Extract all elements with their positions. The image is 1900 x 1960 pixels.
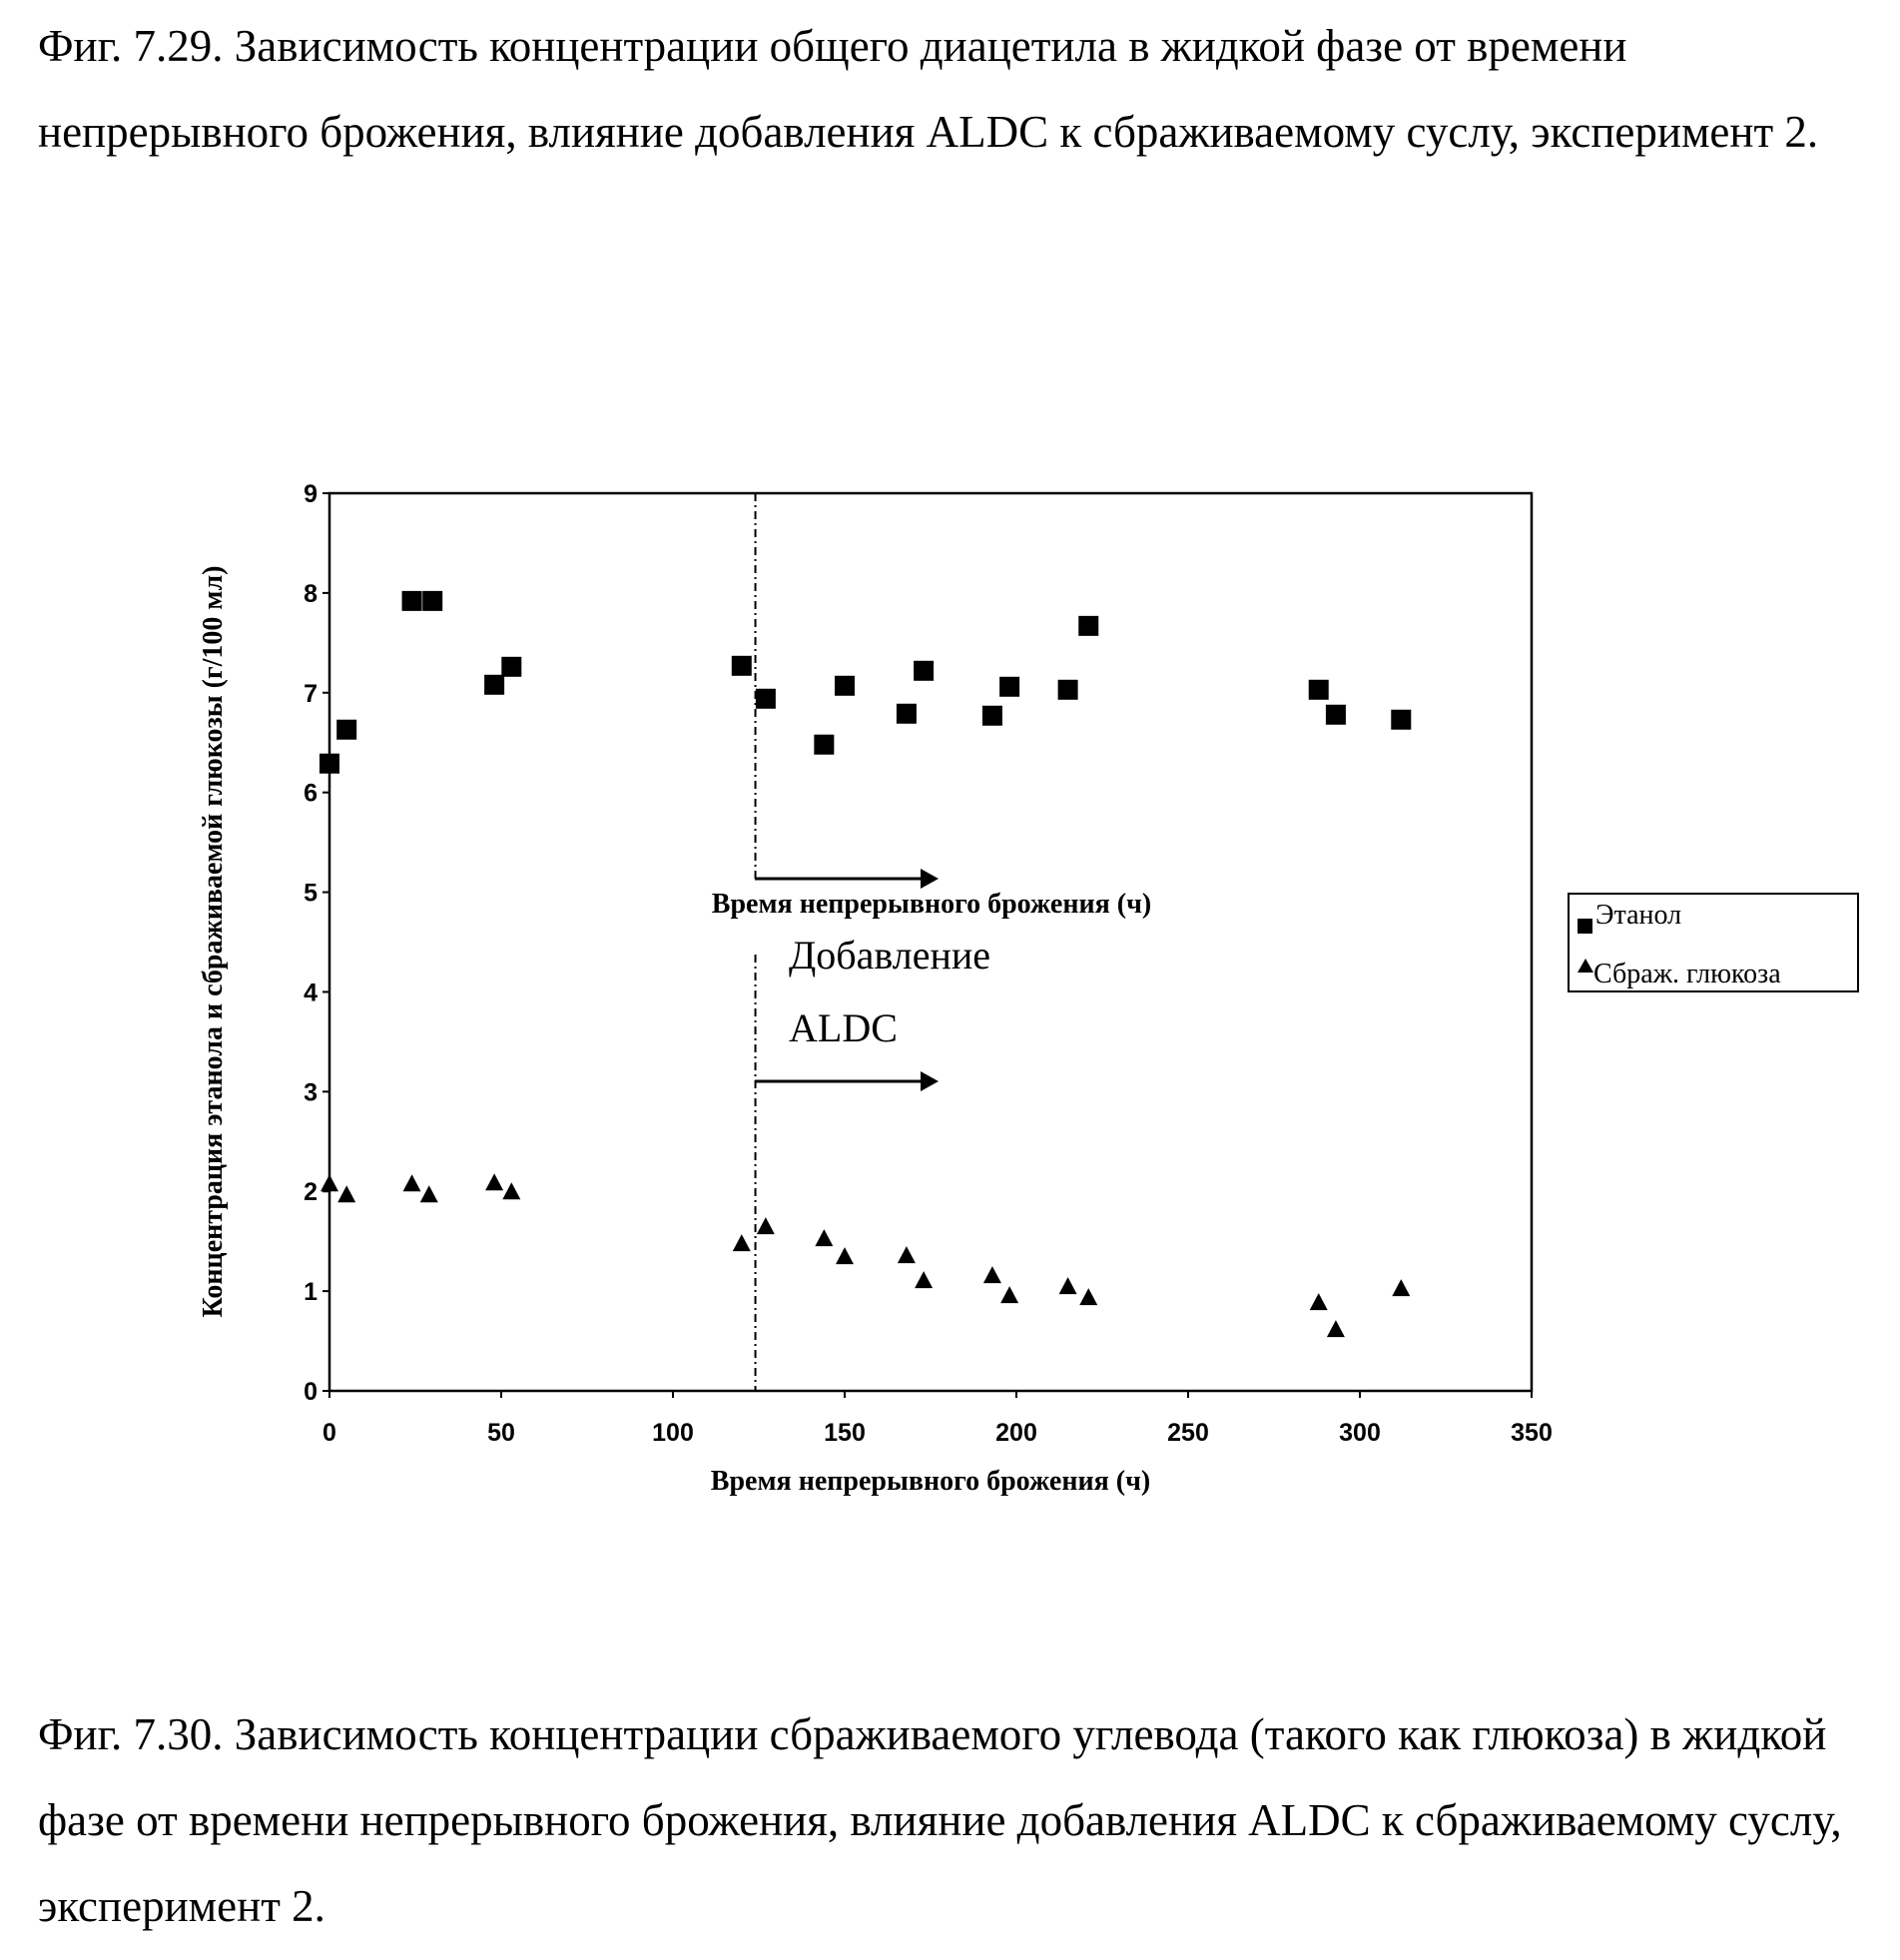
glucose-point [983, 1266, 1001, 1283]
glucose-point [485, 1173, 503, 1190]
ethanol-point [402, 591, 422, 611]
ethanol-point [756, 689, 776, 709]
ethanol-point [982, 706, 1002, 726]
glucose-point [320, 1174, 338, 1191]
glucose-point [898, 1246, 916, 1263]
legend-ethanol: Этанол [1595, 900, 1681, 931]
y-tick-label: 0 [304, 1378, 317, 1406]
glucose-point [502, 1182, 520, 1199]
caption-top: Фиг. 7.29. Зависимость концентрации общего диацетила в жидкой фазе от времени непрерывного брожения, влияние добавления ALDC к сбраживаемому суслу, эксперимент 2. [38, 3, 1875, 175]
ethanol-point [897, 704, 917, 724]
x-tick-label: 0 [322, 1419, 336, 1447]
y-tick-label: 3 [304, 1078, 317, 1106]
ethanol-point [1058, 680, 1078, 700]
y-tick-label: 9 [304, 480, 317, 508]
arrow-upper-head [921, 869, 939, 889]
x-tick-label: 350 [1511, 1419, 1553, 1447]
ethanol-point [484, 675, 504, 695]
ethanol-point [999, 677, 1019, 697]
caption-bottom: Фиг. 7.30. Зависимость концентрации сбраживаемого углевода (такого как глюкоза) в жидкой фазе от времени непрерывного брожения, влияние добавления ALDC к сбраживаемому суслу, эксперимент 2. [38, 1691, 1875, 1949]
legend [1569, 894, 1858, 991]
ethanol-point [1078, 616, 1098, 636]
x-tick-label: 200 [995, 1419, 1037, 1447]
y-tick-label: 2 [304, 1178, 317, 1206]
legend-glucose: Сбраж. глюкоза [1593, 959, 1781, 989]
y-axis-label: Концентрация этанола и сбраживаемой глюкозы (г/100 мл) [198, 566, 229, 1318]
ethanol-point [336, 720, 356, 740]
glucose-point [915, 1271, 933, 1288]
glucose-point [1327, 1320, 1345, 1337]
ethanol-point [814, 735, 834, 755]
addition-label-2: ALDC [789, 1005, 898, 1050]
glucose-point [1059, 1277, 1077, 1294]
glucose-point [1310, 1293, 1328, 1310]
glucose-point [337, 1185, 355, 1202]
glucose-point [733, 1234, 751, 1251]
ethanol-point [422, 591, 442, 611]
glucose-point [1392, 1279, 1410, 1296]
x-tick-label: 50 [487, 1419, 515, 1447]
legend-marker-ethanol [1578, 919, 1592, 934]
arrow-lower-head [921, 1071, 939, 1091]
y-tick-label: 7 [304, 680, 317, 708]
x-tick-label: 100 [652, 1419, 694, 1447]
glucose-point [403, 1174, 421, 1191]
x-tick-label: 250 [1167, 1419, 1209, 1447]
glucose-point [1000, 1286, 1018, 1303]
ethanol-point [1326, 705, 1346, 725]
ethanol-point [732, 656, 752, 676]
y-tick-label: 5 [304, 880, 317, 908]
y-tick-label: 8 [304, 580, 317, 608]
addition-label-1: Добавление [789, 933, 990, 978]
scatter-chart [0, 0, 1900, 1960]
y-tick-label: 6 [304, 780, 317, 808]
ethanol-point [501, 657, 521, 677]
ethanol-point [1309, 680, 1329, 700]
glucose-point [836, 1247, 854, 1264]
x-axis-label: Время непрерывного брожения (ч) [711, 1466, 1150, 1497]
ethanol-point [914, 661, 934, 681]
ethanol-point [1391, 710, 1411, 730]
glucose-point [420, 1185, 438, 1202]
glucose-point [815, 1229, 833, 1246]
ethanol-point [319, 754, 339, 774]
glucose-point [1079, 1288, 1097, 1305]
ethanol-point [835, 676, 855, 696]
glucose-point [757, 1217, 775, 1234]
x-tick-label: 300 [1339, 1419, 1381, 1447]
upper-arrow-label: Время непрерывного брожения (ч) [712, 889, 1151, 920]
y-tick-label: 1 [304, 1278, 317, 1306]
x-tick-label: 150 [824, 1419, 866, 1447]
y-tick-label: 4 [304, 979, 317, 1006]
